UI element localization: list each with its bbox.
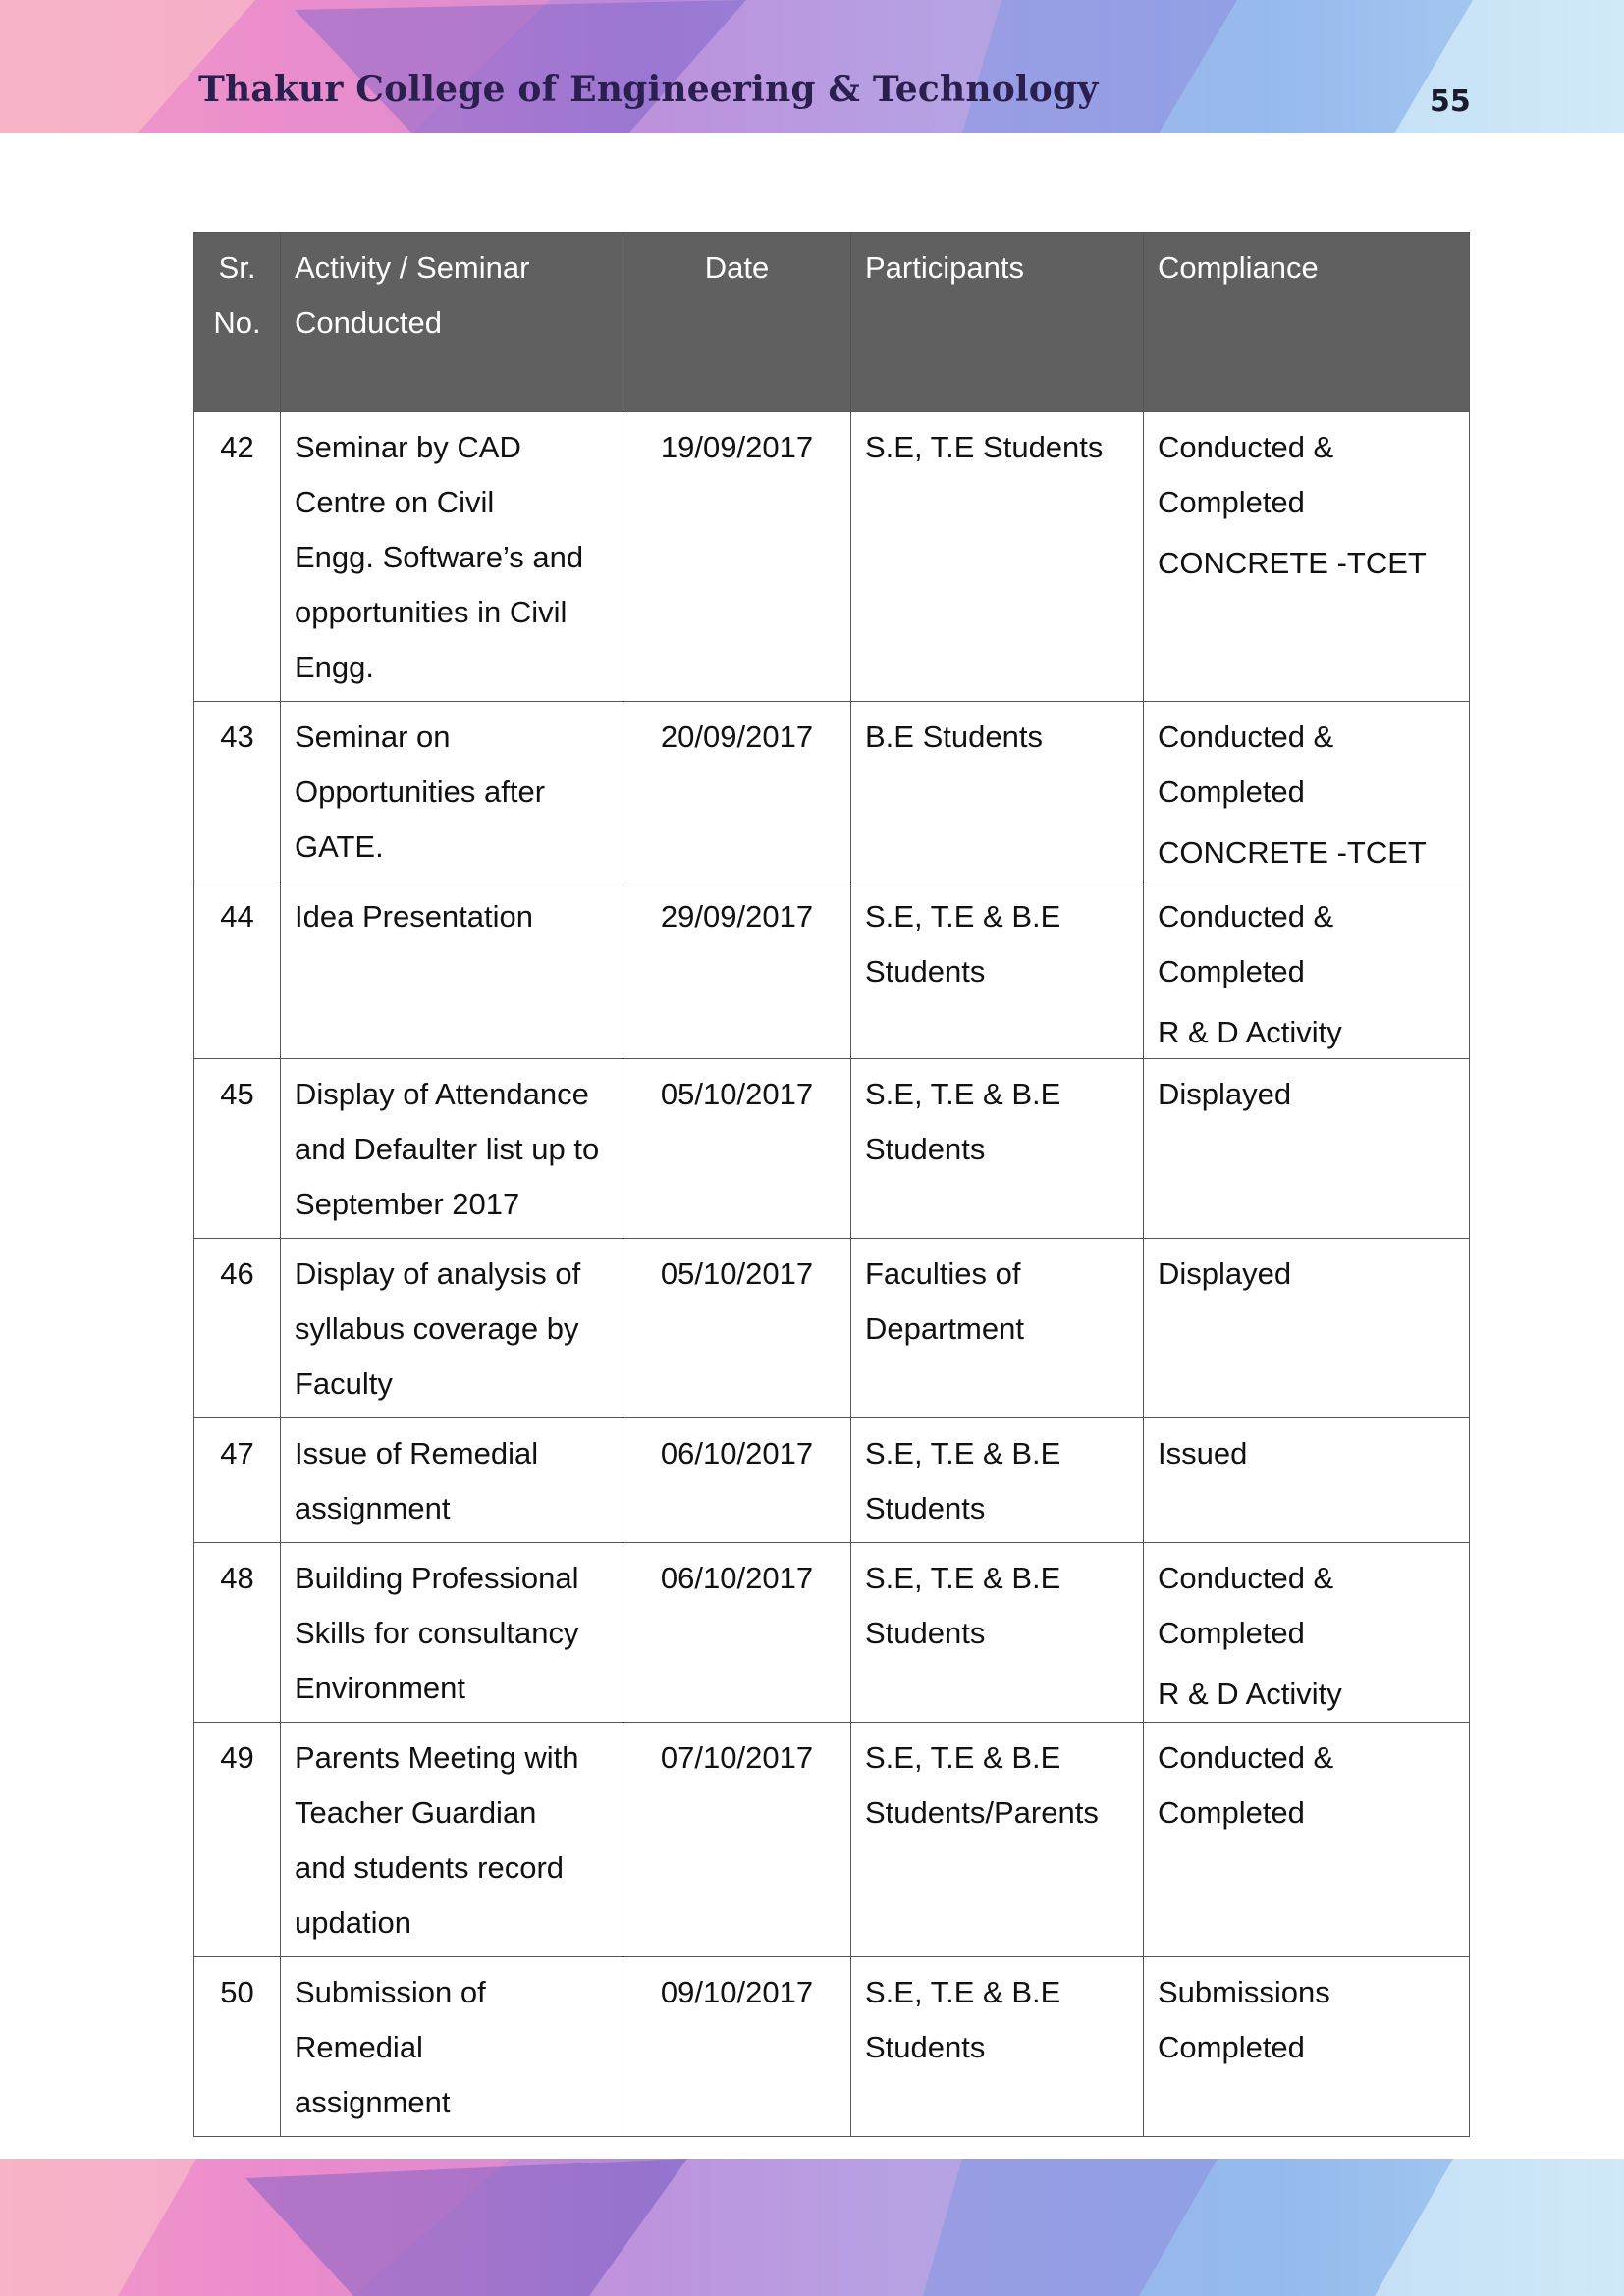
cell-activity: Display of analysis of syllabus coverage by Faculty xyxy=(281,1239,623,1418)
college-name: Thakur College of Engineering & Technology xyxy=(198,69,1099,110)
cell-activity: Parents Meeting with Teacher Guardian and students record updation xyxy=(281,1723,623,1957)
cell-participants: S.E, T.E & B.E Students xyxy=(851,881,1144,1059)
compliance-note: R & D Activity xyxy=(1158,1677,1342,1711)
column-header-sr-no xyxy=(194,233,281,412)
table-row xyxy=(194,1957,1470,2137)
cell-participants: S.E, T.E & B.E Students xyxy=(851,1418,1144,1543)
cell-compliance xyxy=(1144,881,1470,1059)
header-banner xyxy=(0,0,1624,133)
cell-activity: Seminar on Opportunities after GATE. xyxy=(281,702,623,881)
cell-sr-no: 49 xyxy=(194,1723,281,1957)
compliance-status: Conducted & Completed xyxy=(1158,899,1334,988)
table-row xyxy=(194,702,1470,881)
cell-participants: S.E, T.E & B.E Students xyxy=(851,1957,1144,2137)
cell-compliance: Issued xyxy=(1144,1418,1470,1543)
table-row xyxy=(194,1239,1470,1418)
compliance-status: Conducted & Completed xyxy=(1158,720,1334,809)
footer-banner-decoration xyxy=(0,2159,1624,2296)
cell-compliance xyxy=(1144,1543,1470,1723)
compliance-status: Conducted & Completed xyxy=(1158,1561,1334,1650)
cell-date: 06/10/2017 xyxy=(623,1418,851,1543)
table-row xyxy=(194,881,1470,1059)
cell-date: 06/10/2017 xyxy=(623,1543,851,1723)
cell-participants: Faculties of Department xyxy=(851,1239,1144,1418)
cell-participants: S.E, T.E & B.E Students xyxy=(851,1059,1144,1239)
cell-date: 29/09/2017 xyxy=(623,881,851,1059)
table-body xyxy=(194,412,1470,2137)
column-header-compliance-label: Compliance xyxy=(1158,250,1319,285)
cell-compliance: Conducted & Completed xyxy=(1144,1723,1470,1957)
cell-date: 05/10/2017 xyxy=(623,1239,851,1418)
column-header-participants-label: Participants xyxy=(865,250,1024,285)
activity-table xyxy=(193,232,1470,2137)
cell-compliance: Submissions Completed xyxy=(1144,1957,1470,2137)
table-row xyxy=(194,1543,1470,1723)
cell-date: 19/09/2017 xyxy=(623,412,851,702)
cell-activity: Display of Attendance and Defaulter list up to September 2017 xyxy=(281,1059,623,1239)
cell-activity: Seminar by CAD Centre on Civil Engg. Software’s and opportunities in Civil Engg. xyxy=(281,412,623,702)
column-header-date-label: Date xyxy=(704,250,770,285)
table-header xyxy=(194,233,1470,412)
compliance-note: CONCRETE -TCET xyxy=(1158,835,1427,870)
table-row xyxy=(194,1059,1470,1239)
cell-sr-no: 43 xyxy=(194,702,281,881)
cell-activity: Issue of Remedial assignment xyxy=(281,1418,623,1543)
cell-compliance xyxy=(1144,702,1470,881)
cell-sr-no: 47 xyxy=(194,1418,281,1543)
cell-participants: B.E Students xyxy=(851,702,1144,881)
column-header-date xyxy=(623,233,851,412)
cell-date: 05/10/2017 xyxy=(623,1059,851,1239)
column-header-activity xyxy=(281,233,623,412)
cell-activity: Building Professional Skills for consultancy Environment xyxy=(281,1543,623,1723)
column-header-compliance xyxy=(1144,233,1470,412)
cell-date: 20/09/2017 xyxy=(623,702,851,881)
cell-sr-no: 50 xyxy=(194,1957,281,2137)
table-row xyxy=(194,412,1470,702)
compliance-note: R & D Activity xyxy=(1158,1015,1342,1049)
column-header-sr-no-label: Sr. No. xyxy=(213,250,261,340)
cell-sr-no: 42 xyxy=(194,412,281,702)
table-header-row xyxy=(194,233,1470,412)
cell-compliance: Displayed xyxy=(1144,1059,1470,1239)
cell-sr-no: 48 xyxy=(194,1543,281,1723)
header-banner-decoration xyxy=(0,0,1624,133)
compliance-note: CONCRETE -TCET xyxy=(1158,546,1427,580)
column-header-activity-label: Activity / Seminar Conducted xyxy=(295,250,530,340)
column-header-participants xyxy=(851,233,1144,412)
page-number: 55 xyxy=(1430,84,1471,119)
table-row xyxy=(194,1418,1470,1543)
cell-compliance: Displayed xyxy=(1144,1239,1470,1418)
cell-activity: Idea Presentation xyxy=(281,881,623,1059)
cell-sr-no: 45 xyxy=(194,1059,281,1239)
cell-date: 07/10/2017 xyxy=(623,1723,851,1957)
cell-activity: Submission of Remedial assignment xyxy=(281,1957,623,2137)
cell-participants: S.E, T.E & B.E Students/Parents xyxy=(851,1723,1144,1957)
cell-sr-no: 46 xyxy=(194,1239,281,1418)
cell-date: 09/10/2017 xyxy=(623,1957,851,2137)
compliance-status: Conducted & Completed xyxy=(1158,430,1334,519)
table-row xyxy=(194,1723,1470,1957)
cell-sr-no: 44 xyxy=(194,881,281,1059)
footer-banner xyxy=(0,2159,1624,2296)
cell-compliance xyxy=(1144,412,1470,702)
cell-participants: S.E, T.E & B.E Students xyxy=(851,1543,1144,1723)
cell-participants: S.E, T.E Students xyxy=(851,412,1144,702)
